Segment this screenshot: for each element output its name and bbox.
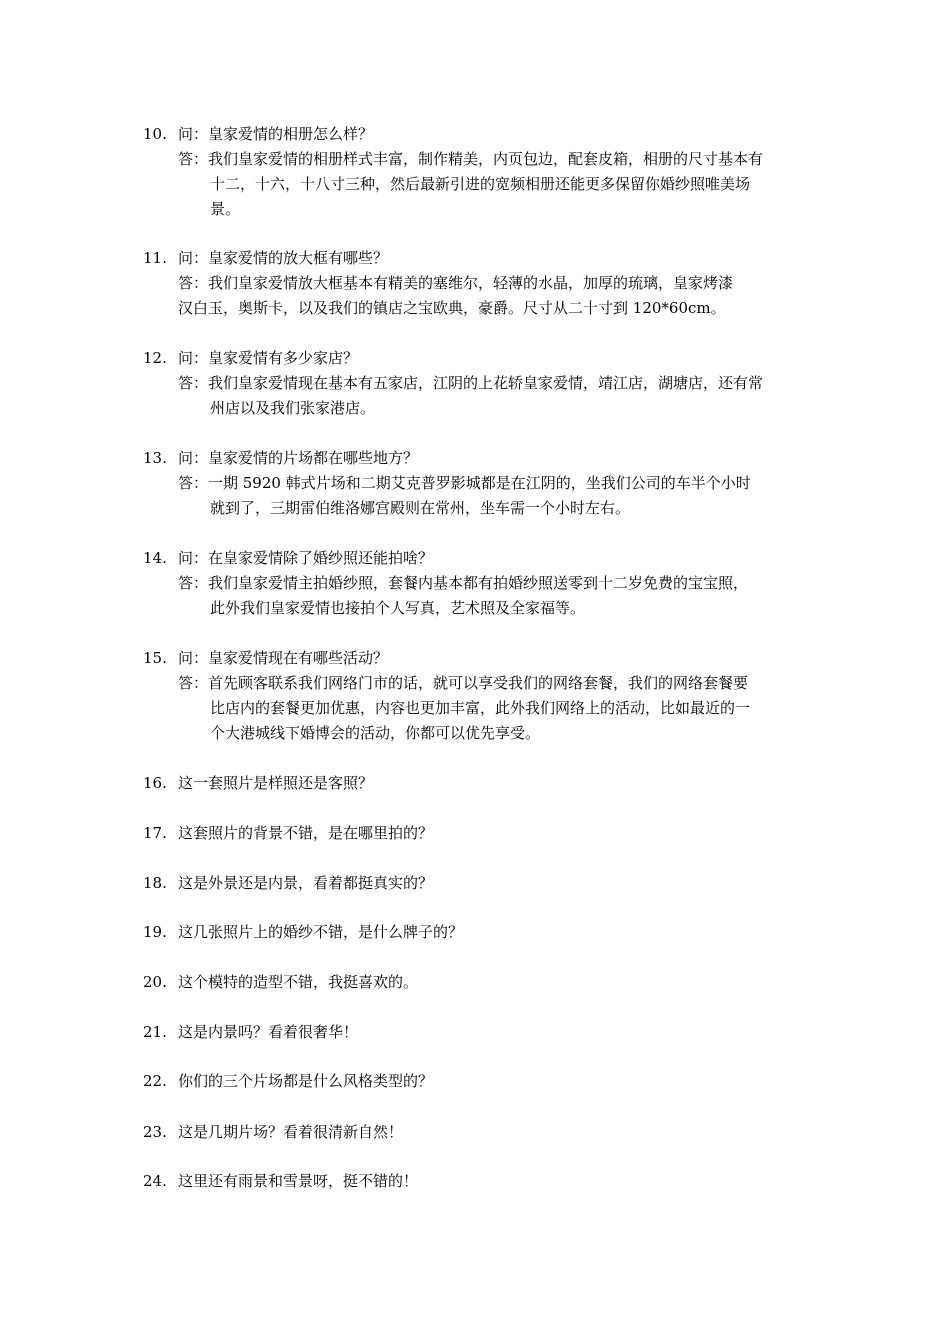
question-18 (143, 871, 811, 896)
question (143, 246, 811, 271)
question-21 (143, 1020, 811, 1045)
item-number: 10. (143, 125, 167, 143)
question-text: 问：皇家爱情的放大框有哪些？ (178, 249, 389, 267)
question-22 (143, 1069, 811, 1094)
question-text: 这一套照片是样照还是客照？ (178, 774, 374, 792)
question-text: 这套照片的背景不错，是在哪里拍的？ (178, 824, 434, 842)
question-text: 你们的三个片场都是什么风格类型的？ (178, 1072, 434, 1090)
item-number: 23. (143, 1123, 167, 1141)
item-number: 15. (143, 649, 167, 667)
question-text: 问：皇家爱情的相册怎么样？ (178, 125, 374, 143)
qa-item-14 (143, 546, 811, 621)
item-number: 22. (143, 1072, 167, 1090)
qa-item-12 (143, 346, 811, 421)
qa-item-15 (143, 646, 811, 746)
question-text: 这是外景还是内景，看着都挺真实的？ (178, 874, 434, 892)
item-number: 12. (143, 349, 167, 367)
item-number: 16. (143, 774, 167, 792)
item-number: 20. (143, 973, 167, 991)
answer-text: 答：我们皇家爱情主拍婚纱照，套餐内基本都有拍婚纱照送零到十二岁免费的宝宝照， 此外我们皇家爱情也接拍个人写真，艺术照及全家福等。 (178, 574, 749, 617)
question (143, 122, 811, 147)
answer-text: 答：我们皇家爱情放大框基本有精美的塞维尔，轻薄的水晶，加厚的琉璃，皇家烤漆 汉白玉，奥斯卡，以及我们的镇店之宝欧典，豪爵。尺寸从二十寸到 120*60cm。 (178, 274, 734, 317)
item-number: 18. (143, 874, 167, 892)
question-19 (143, 920, 811, 945)
question-text: 问：皇家爱情现在有哪些活动？ (178, 649, 389, 667)
question-text: 问：皇家爱情有多少家店？ (178, 349, 359, 367)
answer-text: 答：我们皇家爱情现在基本有五家店，江阴的上花轿皇家爱情，靖江店，湖塘店，还有常 州店以及我们张家港店。 (178, 374, 764, 417)
answer-text: 答：我们皇家爱情的相册样式丰富，制作精美，内页包边，配套皮箱，相册的尺寸基本有 十二，十六，十八寸三种，然后最新引进的宽频相册还能更多保留你婚纱照唯美场 景。 (178, 150, 764, 218)
qa-item-10 (143, 122, 811, 222)
item-number: 14. (143, 549, 167, 567)
question (143, 546, 811, 571)
answer-text: 答：首先顾客联系我们网络门市的话，就可以享受我们的网络套餐，我们的网络套餐要 比店内的套餐更加优惠，内容也更加丰富，此外我们网络上的活动，比如最近的一 个大港城线下婚博会的活动，你都可以优先享受。 (178, 674, 751, 742)
question-text: 这几张照片上的婚纱不错，是什么牌子的？ (178, 923, 464, 941)
question-text: 这个模特的造型不错，我挺喜欢的。 (178, 973, 419, 991)
question (143, 346, 811, 371)
question (143, 646, 811, 671)
question-24 (143, 1169, 811, 1194)
question-text: 这是内景吗？看着很奢华！ (178, 1023, 359, 1041)
question-text: 问：皇家爱情的片场都在哪些地方？ (178, 449, 419, 467)
item-number: 13. (143, 449, 167, 467)
item-number: 17. (143, 824, 167, 842)
question-16 (143, 771, 811, 796)
question-17 (143, 821, 811, 846)
question-20 (143, 970, 811, 995)
item-number: 19. (143, 923, 167, 941)
question-text: 这是几期片场？看着很清新自然！ (178, 1123, 404, 1141)
qa-item-11 (143, 246, 811, 321)
question-23 (143, 1120, 811, 1145)
question (143, 446, 811, 471)
question-text: 问：在皇家爱情除了婚纱照还能拍啥？ (178, 549, 434, 567)
answer-text: 答：一期 5920 韩式片场和二期艾克普罗影城都是在江阴的，坐我们公司的车半个小时 就到了，三期雷伯维洛娜宫殿则在常州，坐车需一个小时左右。 (178, 474, 751, 517)
qa-item-13 (143, 446, 811, 521)
item-number: 11. (143, 249, 167, 267)
item-number: 21. (143, 1023, 167, 1041)
question-text: 这里还有雨景和雪景呀，挺不错的！ (178, 1172, 419, 1190)
item-number: 24. (143, 1172, 167, 1190)
